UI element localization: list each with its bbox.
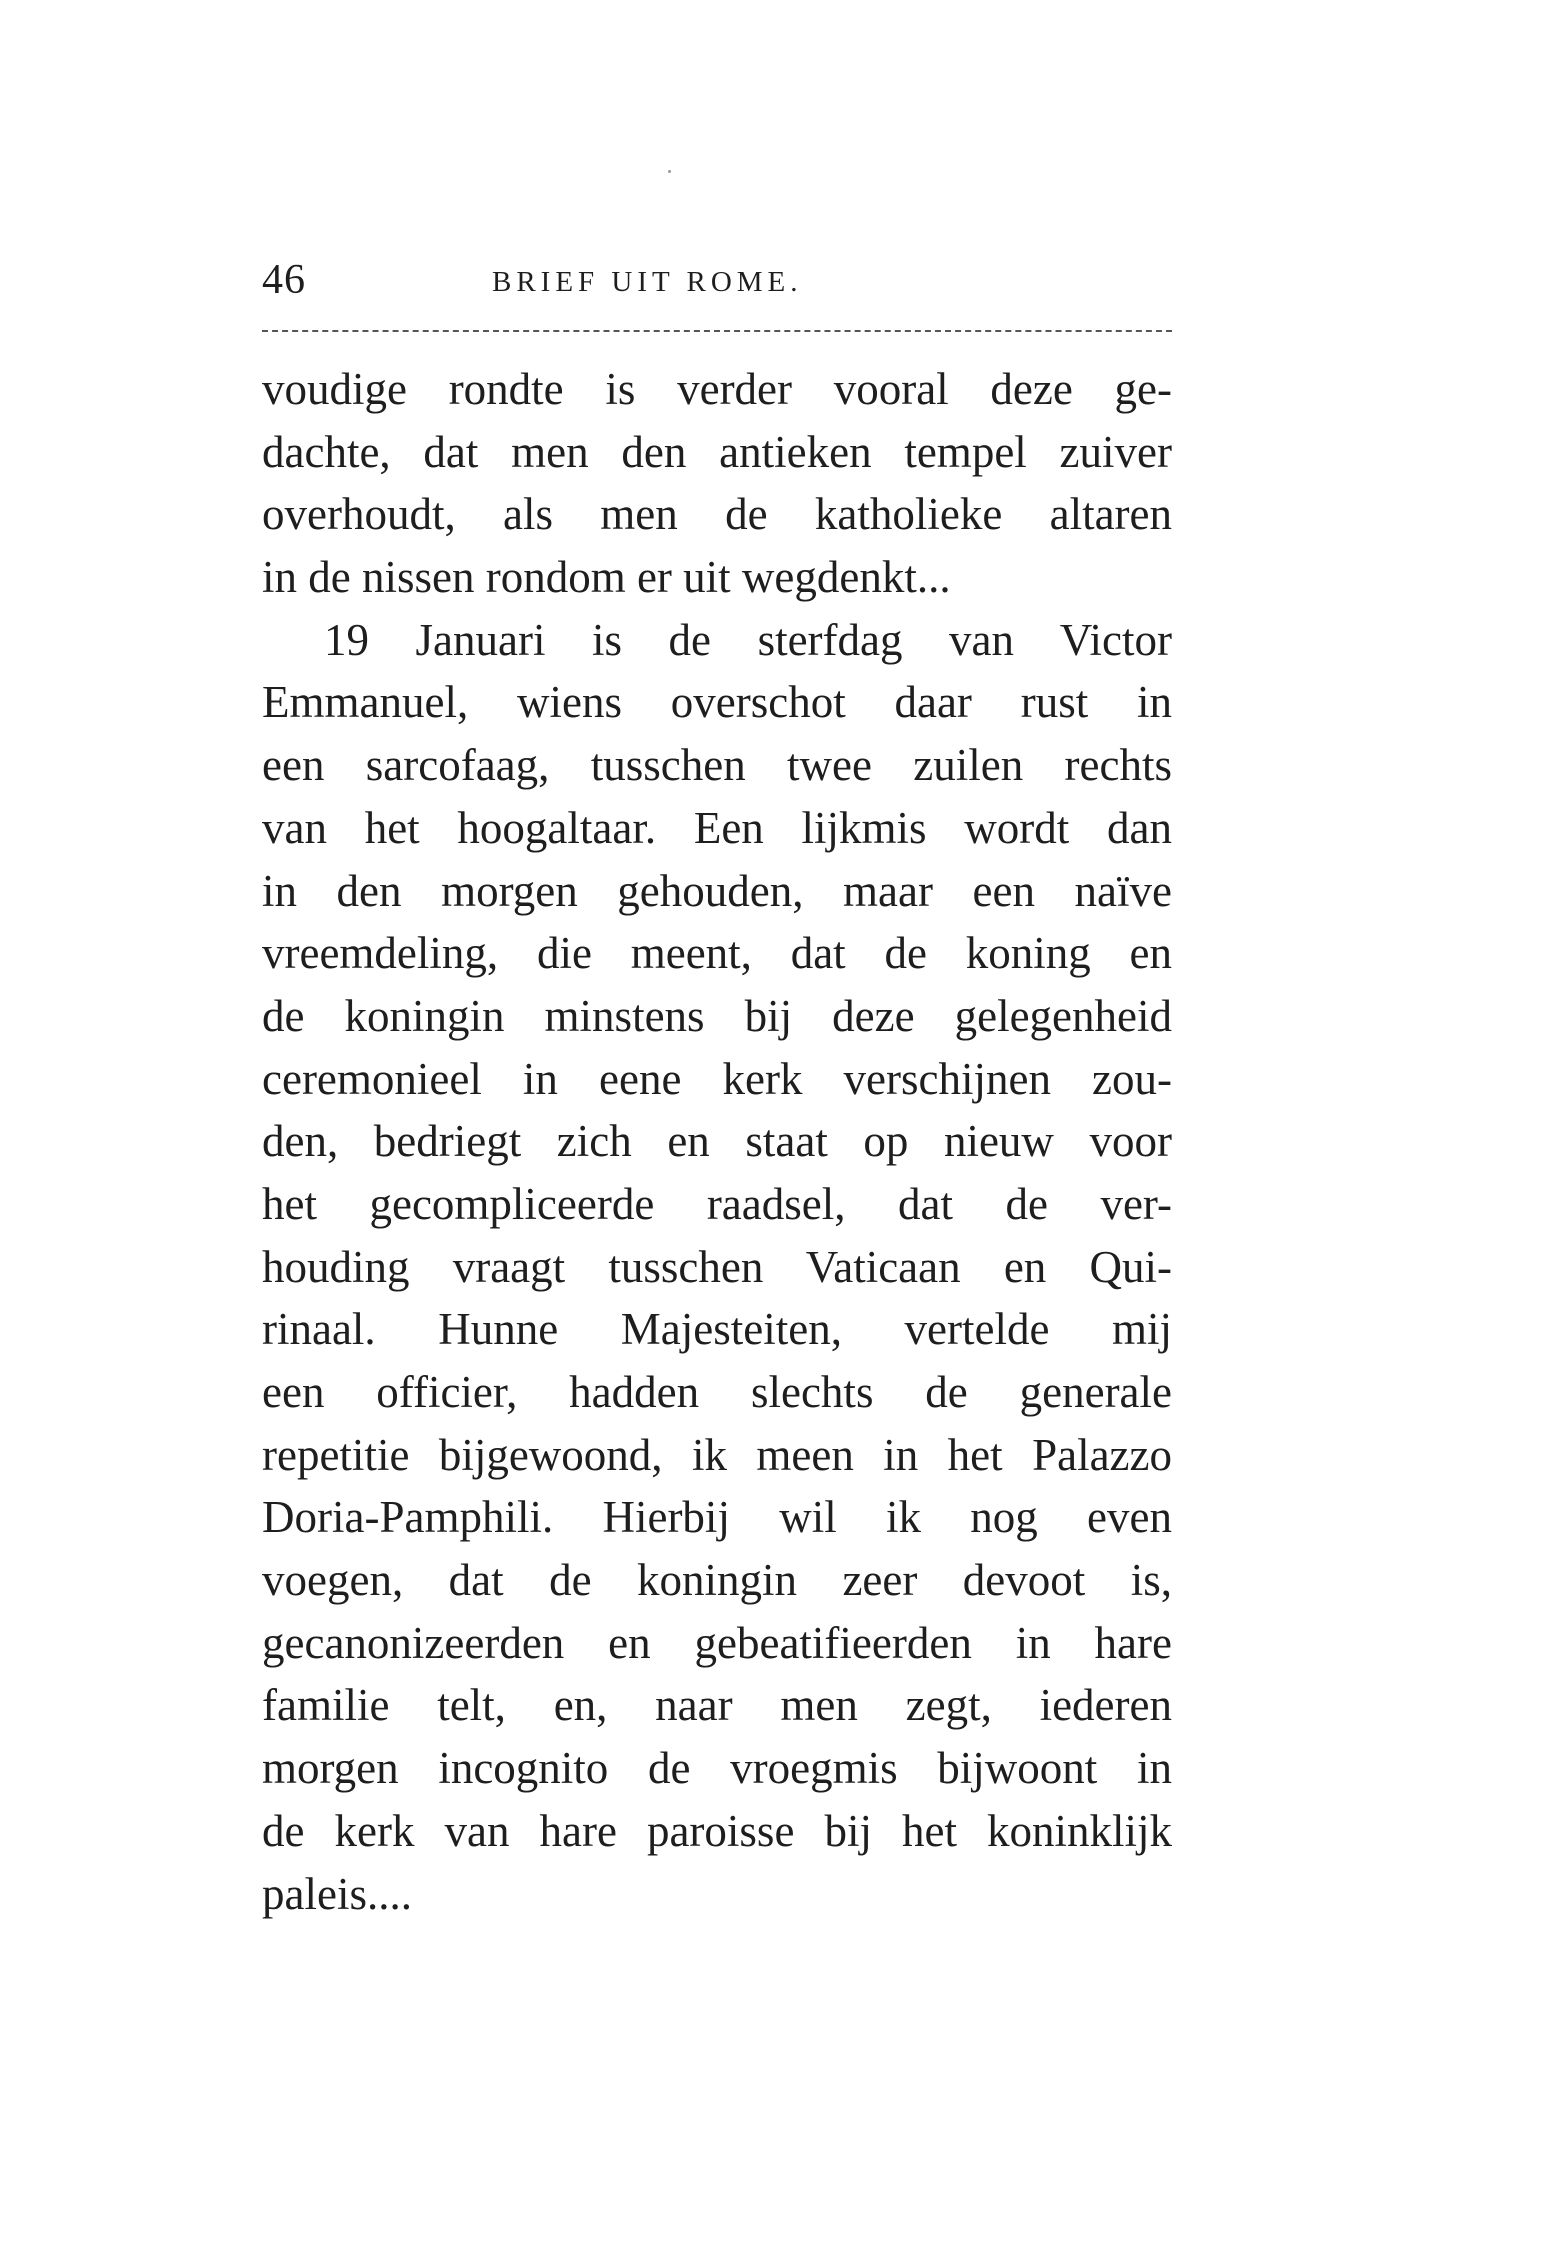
text-line: gecanonizeerden en gebeatifieerden in hare	[262, 1617, 1172, 1668]
text-line: rinaal. Hunne Majesteiten, vertelde mij	[262, 1304, 1172, 1355]
text-line: familie telt, en, naar men zegt, iederen	[262, 1680, 1172, 1731]
text-line: het gecompliceerde raadsel, dat de ver-	[262, 1178, 1172, 1229]
text-line: Doria-Pamphili. Hierbij wil ik nog even	[262, 1492, 1172, 1543]
running-head: BRIEF UIT ROME.	[492, 266, 803, 298]
text-line: voudige rondte is verder vooral deze ge-	[262, 364, 1172, 414]
text-line: de kerk van hare paroisse bij het koninklijk	[262, 1805, 1172, 1856]
paragraph-start-line: 19 Januari is de sterfdag van Victor	[324, 614, 1172, 665]
text-line: morgen incognito de vroegmis bijwoont in	[262, 1743, 1172, 1794]
text-line: dachte, dat men den antieken tempel zuiver	[262, 426, 1172, 477]
text-line: repetitie bijgewoond, ik meen in het Palazzo	[262, 1429, 1172, 1480]
text-line: in den morgen gehouden, maar een naïve	[262, 865, 1172, 916]
text-line: Emmanuel, wiens overschot daar rust in	[262, 677, 1172, 728]
text-line: van het hoogaltaar. Een lijkmis wordt dan	[262, 802, 1172, 853]
page-number: 46	[262, 257, 306, 303]
text-line: houding vraagt tusschen Vaticaan en Qui-	[262, 1241, 1172, 1292]
text-line: een sarcofaag, tusschen twee zuilen rechts	[262, 740, 1172, 791]
text-line: overhoudt, als men de katholieke altaren	[262, 489, 1172, 540]
text-line: een officier, hadden slechts de generale	[262, 1367, 1172, 1417]
paper-speck	[668, 170, 671, 173]
header-rule	[262, 330, 1172, 332]
page-header	[262, 250, 1172, 310]
text-line: vreemdeling, die meent, dat de koning en	[262, 928, 1172, 979]
text-line: in de nissen rondom er uit wegdenkt...	[262, 552, 951, 603]
text-line: voegen, dat de koningin zeer devoot is,	[262, 1555, 1172, 1606]
text-line: paleis....	[262, 1868, 412, 1919]
text-line: den, bedriegt zich en staat op nieuw voor	[262, 1116, 1172, 1167]
body-text	[262, 358, 1172, 1925]
text-line: de koningin minstens bij deze gelegenheid	[262, 990, 1172, 1041]
text-line: ceremonieel in eene kerk verschijnen zou-	[262, 1053, 1172, 1104]
